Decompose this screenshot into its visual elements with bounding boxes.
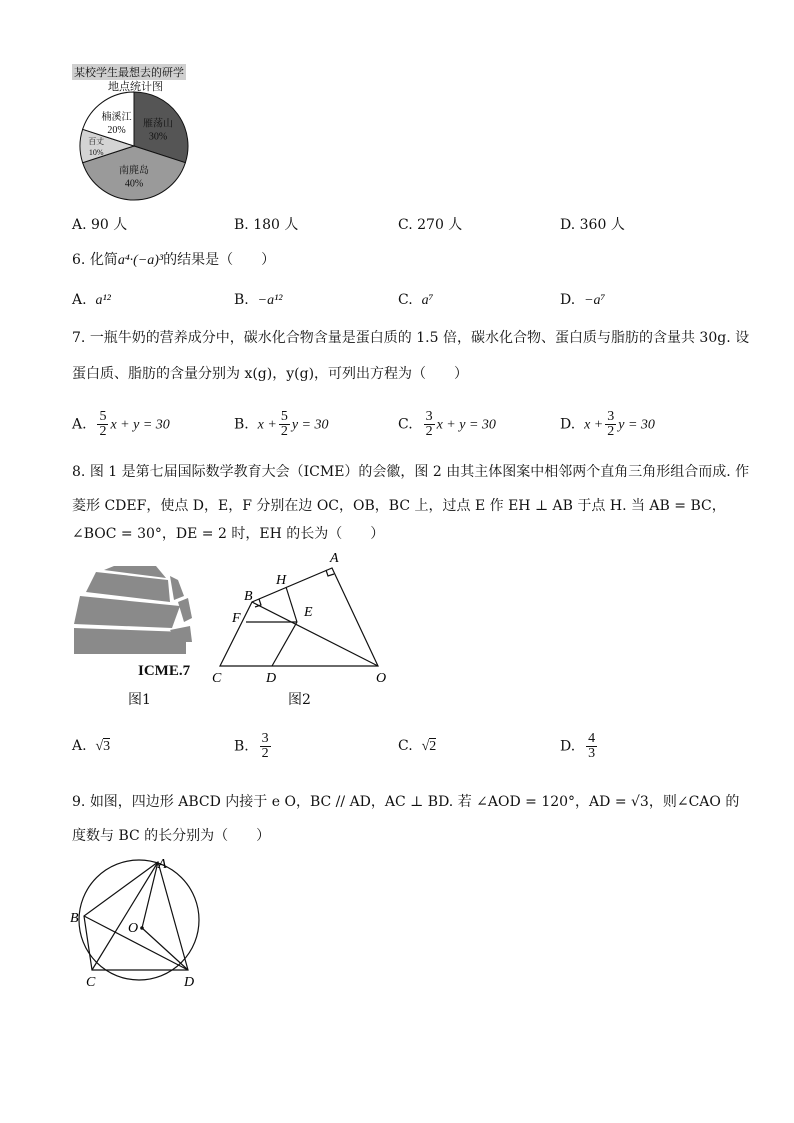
pie-value-label-2: 10% <box>88 148 104 157</box>
pie-figure <box>72 62 212 202</box>
point-O: O <box>376 671 387 686</box>
pie-value-label-3: 20% <box>107 124 126 136</box>
q5-option-c[interactable]: C. 270 人 <box>398 217 463 233</box>
q7-option-d[interactable]: D. x + $\frac{3}{2}$ y = 30 <box>560 409 655 439</box>
q7-stem-line2: 蛋白质、脂肪的含量分别为 x(g)，y(g)，可列出方程为（ ） <box>72 366 469 382</box>
point-B: B <box>70 911 79 926</box>
q5-option-a[interactable]: A. 90 人 <box>72 217 128 233</box>
q6-option-a[interactable]: A. a¹² <box>72 292 111 308</box>
q8-figure-1 <box>70 566 200 666</box>
q8-option-c[interactable]: C. √2 <box>398 738 437 754</box>
q8-fig1-text: ICME.7 <box>138 663 191 679</box>
q6-option-c[interactable]: C. a⁷ <box>398 292 434 308</box>
q8-option-a[interactable]: A. √3 <box>72 738 111 754</box>
pie-value-label-1: 40% <box>124 178 144 190</box>
pie-chart <box>72 90 198 202</box>
pie-title-line1: 某校学生最想去的研学 <box>74 66 184 79</box>
point-C: C <box>212 671 222 686</box>
q6-options <box>72 292 712 318</box>
q6-option-b[interactable]: B. −a¹² <box>234 292 283 308</box>
q8-stem-line3: ∠BOC = 30°，DE = 2 时，EH 的长为（ ） <box>72 526 385 542</box>
q8-figure-2 <box>208 550 398 690</box>
q7-stem-line1: 7. 一瓶牛奶的营养成分中，碳水化合物含量是蛋白质的 1.5 倍，碳水化合物、蛋白质与脂肪的含量共 30g. 设 <box>72 330 750 346</box>
q8-stem-line1: 8. 图 1 是第七届国际数学教育大会（ICME）的会徽，图 2 由其主体图案中相邻两个直角三角形组合而成. 作 <box>72 464 750 480</box>
point-O: O <box>128 921 139 936</box>
q9-stem-line2: 度数与 BC 的长分别为（ ） <box>72 828 271 844</box>
q5-option-b[interactable]: B. 180 人 <box>234 217 299 233</box>
q9-stem-line1: 9. 如图，四边形 ABCD 内接于 e O，BC // AD，AC ⊥ BD. 若 ∠AOD = 120°，AD = √3，则∠CAO 的 <box>72 794 740 810</box>
point-A: A <box>158 857 167 872</box>
pie-label-0: 雁荡山 <box>143 118 174 130</box>
q8-options <box>72 732 712 768</box>
pie-label-3: 楠溪江 <box>101 111 132 123</box>
pie-label-1: 南麂岛 <box>119 165 149 177</box>
q5-options <box>72 214 712 240</box>
q7-options <box>72 410 712 444</box>
q6-option-d[interactable]: D. −a⁷ <box>560 292 606 308</box>
center-point-O <box>140 926 144 930</box>
point-B: B <box>244 589 253 604</box>
point-E: E <box>304 605 313 620</box>
q8-stem-line2: 菱形 CDEF，使点 D，E，F 分别在边 OC，OB，BC 上，过点 E 作 EH ⊥ AB 于点 H. 当 AB = BC， <box>72 498 726 514</box>
q5-option-d[interactable]: D. 360 人 <box>560 217 625 233</box>
q9-figure <box>66 856 212 992</box>
q8-option-b[interactable]: B. $\frac{3}{2}$ <box>234 731 269 761</box>
point-A: A <box>330 551 339 566</box>
q8-fig2-caption: 图2 <box>288 692 311 708</box>
pie-value-label-0: 30% <box>148 131 168 143</box>
q8-option-d[interactable]: D. $\frac{4}{3}$ <box>560 731 596 761</box>
q7-option-b[interactable]: B. x + $\frac{5}{2}$ y = 30 <box>234 409 329 439</box>
point-D: D <box>266 671 277 686</box>
point-H: H <box>276 573 287 588</box>
point-F: F <box>232 611 241 626</box>
q7-option-c[interactable]: C. $\frac{3}{2}$ x + y = 30 <box>398 409 496 439</box>
point-C: C <box>86 975 96 990</box>
q8-fig1-caption: 图1 <box>128 692 151 708</box>
q7-option-a[interactable]: A. $\frac{5}{2}$ x + y = 30 <box>72 409 170 439</box>
pie-title-line2: 地点统计图 <box>108 80 163 93</box>
q6-stem: 6. 化简a⁴·(−a)³的结果是（ ） <box>72 252 276 268</box>
pie-label-2: 百丈 <box>88 137 105 146</box>
point-D: D <box>184 975 195 990</box>
